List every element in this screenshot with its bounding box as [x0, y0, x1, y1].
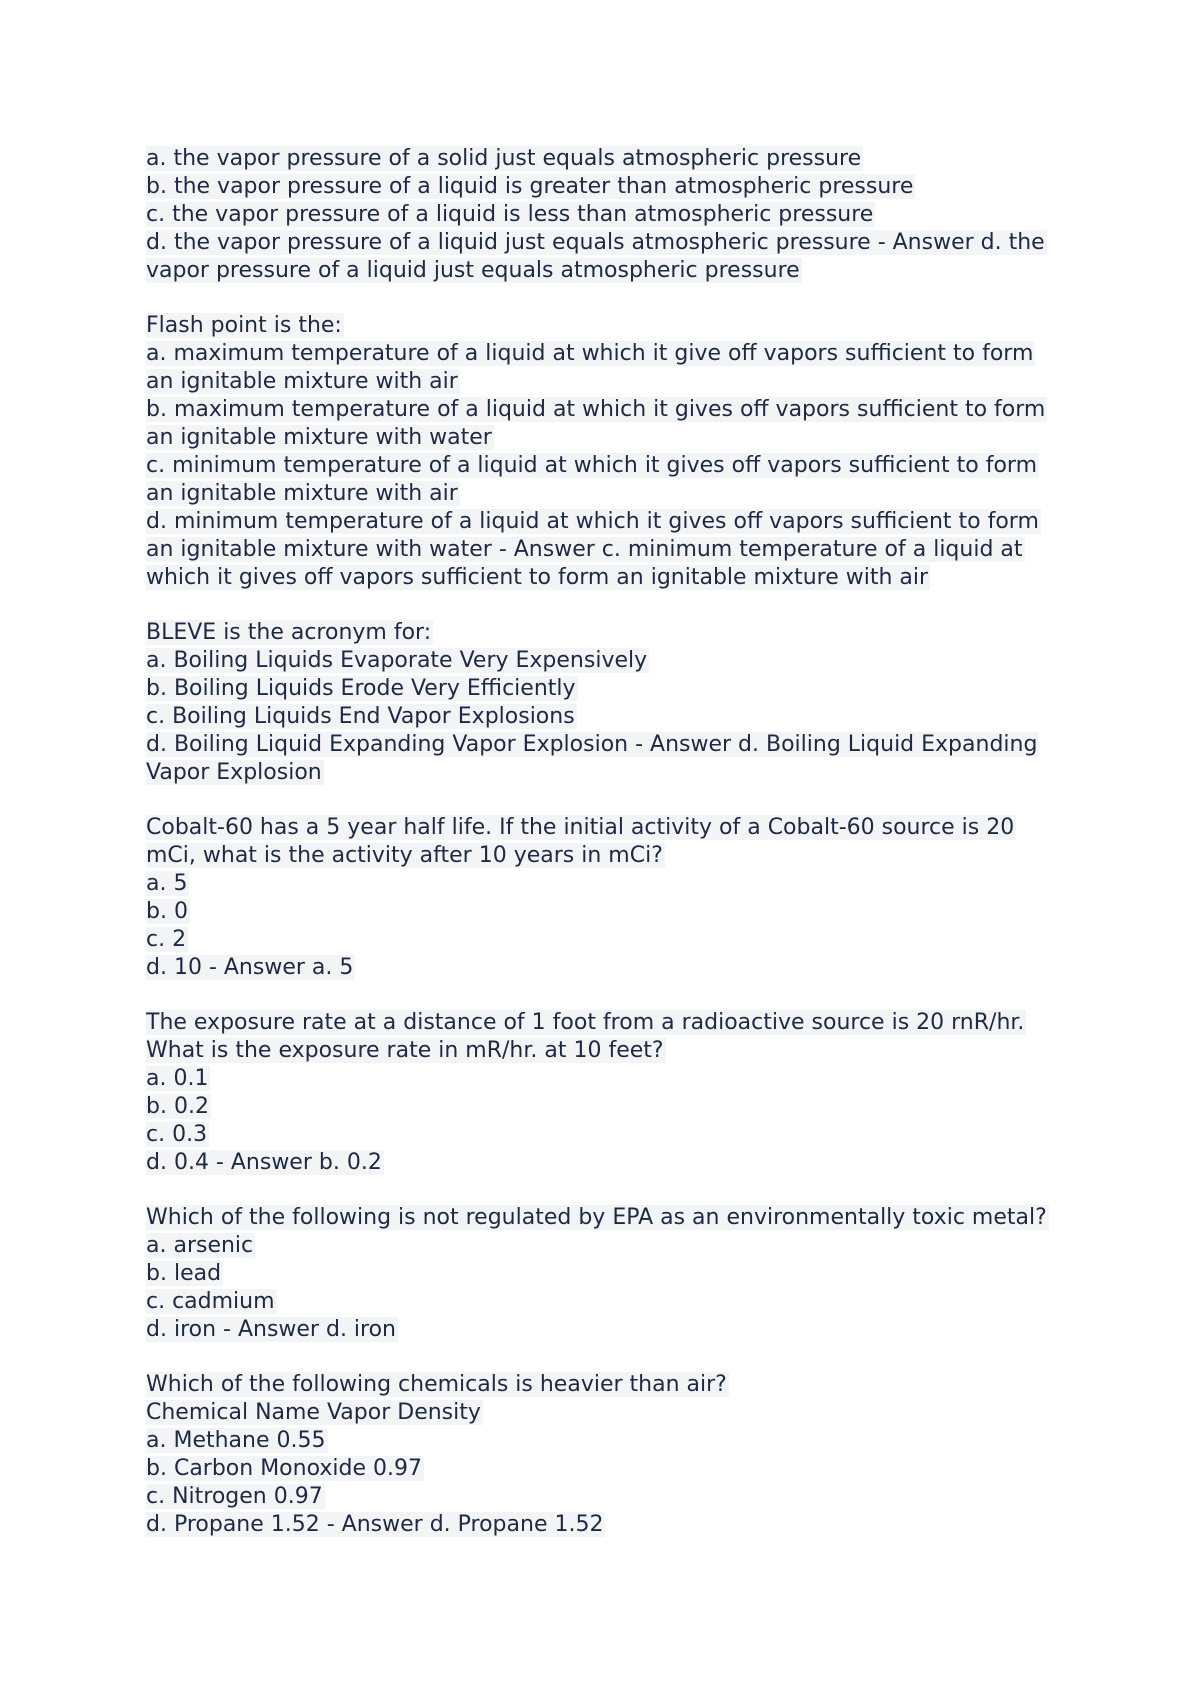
question-text: Flash point is the: [146, 313, 342, 338]
question-block-3 [146, 619, 1066, 787]
option-text: a. 0.1 [146, 1066, 209, 1091]
option-text: c. Nitrogen 0.97 [146, 1484, 323, 1509]
question-text: The exposure rate at a distance of 1 foot from a radioactive source is 20 rnR/hr. What is the exposure rate in mR/hr. at 10 feet? [146, 1010, 1025, 1063]
question-block-6 [146, 1204, 1066, 1344]
option-text: b. 0 [146, 899, 188, 924]
option-line [146, 201, 1066, 229]
option-line [146, 870, 1066, 898]
option-text: b. 0.2 [146, 1094, 209, 1119]
option-text: c. Boiling Liquids End Vapor Explosions [146, 704, 575, 729]
option-text: b. Boiling Liquids Erode Very Efficiently [146, 676, 576, 701]
option-line [146, 647, 1066, 675]
document-content [146, 145, 1066, 1566]
table-header-text: Chemical Name Vapor Density [146, 1400, 481, 1425]
option-text: b. maximum temperature of a liquid at which it gives off vapors sufficient to form an ignitable mixture with water [146, 397, 1046, 450]
answer-text: d. iron - Answer d. iron [146, 1317, 397, 1342]
option-text: c. the vapor pressure of a liquid is less than atmospheric pressure [146, 202, 874, 227]
answer-text: d. 0.4 - Answer b. 0.2 [146, 1150, 382, 1175]
option-line [146, 1483, 1066, 1511]
option-line [146, 926, 1066, 954]
question-line [146, 1009, 1066, 1065]
question-text: BLEVE is the acronym for: [146, 620, 432, 645]
answer-line [146, 1149, 1066, 1177]
option-line [146, 1232, 1066, 1260]
question-text: Which of the following chemicals is heavier than air? [146, 1372, 727, 1397]
answer-text: d. minimum temperature of a liquid at which it gives off vapors sufficient to form an ignitable mixture with water - Answer c. minimum temperature of a liquid at which it gives off vapors sufficient to form an ignitable mixture with air [146, 509, 1039, 590]
question-line [146, 814, 1066, 870]
option-line [146, 1427, 1066, 1455]
answer-line [146, 508, 1066, 592]
option-text: c. minimum temperature of a liquid at which it gives off vapors sufficient to form an ignitable mixture with air [146, 453, 1038, 506]
option-line [146, 703, 1066, 731]
answer-line [146, 229, 1066, 285]
option-line [146, 145, 1066, 173]
question-block-7 [146, 1371, 1066, 1539]
option-line [146, 340, 1066, 396]
option-line [146, 1065, 1066, 1093]
option-text: a. Boiling Liquids Evaporate Very Expensively [146, 648, 648, 673]
option-text: a. Methane 0.55 [146, 1428, 326, 1453]
option-line [146, 1121, 1066, 1149]
answer-text: d. Propane 1.52 - Answer d. Propane 1.52 [146, 1512, 604, 1537]
question-line [146, 1371, 1066, 1399]
answer-text: d. Boiling Liquid Expanding Vapor Explosion - Answer d. Boiling Liquid Expanding Vapor Explosion [146, 732, 1038, 785]
question-line [146, 312, 1066, 340]
question-text: Cobalt-60 has a 5 year half life. If the initial activity of a Cobalt-60 source is 20 mCi, what is the activity after 10 years in mCi? [146, 815, 1015, 868]
option-text: c. 0.3 [146, 1122, 208, 1147]
option-line [146, 675, 1066, 703]
answer-text: d. 10 - Answer a. 5 [146, 955, 354, 980]
option-line [146, 396, 1066, 452]
option-text: a. the vapor pressure of a solid just equals atmospheric pressure [146, 146, 862, 171]
question-block-4 [146, 814, 1066, 982]
option-text: b. the vapor pressure of a liquid is greater than atmospheric pressure [146, 174, 914, 199]
answer-line [146, 1316, 1066, 1344]
question-block-2 [146, 312, 1066, 592]
option-line [146, 1093, 1066, 1121]
option-text: c. 2 [146, 927, 187, 952]
answer-text: d. the vapor pressure of a liquid just equals atmospheric pressure - Answer d. the vapor pressure of a liquid just equals atmospheric pressure [146, 230, 1045, 283]
option-text: a. maximum temperature of a liquid at which it give off vapors sufficient to form an ignitable mixture with air [146, 341, 1034, 394]
option-text: a. arsenic [146, 1233, 254, 1258]
question-line [146, 1204, 1066, 1232]
option-line [146, 173, 1066, 201]
answer-line [146, 954, 1066, 982]
option-line [146, 452, 1066, 508]
option-text: b. lead [146, 1261, 222, 1286]
option-line [146, 1455, 1066, 1483]
option-line [146, 1260, 1066, 1288]
question-line [146, 619, 1066, 647]
table-header-line [146, 1399, 1066, 1427]
option-line [146, 898, 1066, 926]
answer-line [146, 1511, 1066, 1539]
question-block-5 [146, 1009, 1066, 1177]
option-text: c. cadmium [146, 1289, 275, 1314]
option-line [146, 1288, 1066, 1316]
question-block-1 [146, 145, 1066, 285]
option-text: a. 5 [146, 871, 188, 896]
answer-line [146, 731, 1066, 787]
option-text: b. Carbon Monoxide 0.97 [146, 1456, 422, 1481]
question-text: Which of the following is not regulated by EPA as an environmentally toxic metal? [146, 1205, 1047, 1230]
